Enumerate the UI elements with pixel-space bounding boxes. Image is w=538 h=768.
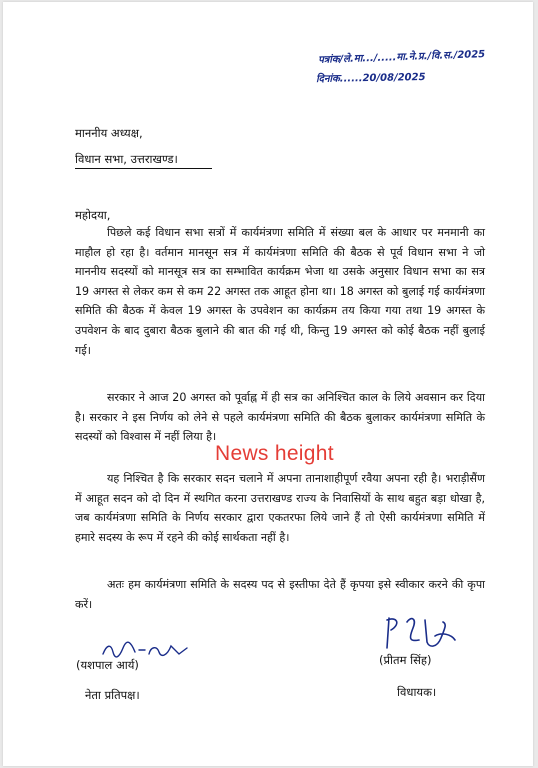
left-signature-icon	[101, 640, 191, 660]
right-signatory-name: (प्रीतम सिंह)	[379, 653, 432, 667]
left-signatory-name: (यशपाल आर्य)	[76, 658, 139, 672]
left-signatory-title: नेता प्रतिपक्ष।	[85, 688, 140, 702]
addressee-title: माननीय अध्यक्ष,	[75, 126, 143, 140]
addressee-office: विधान सभा, उत्तराखण्ड।	[75, 152, 178, 166]
body-paragraph-1: पिछले कई विधान सभा सत्रों में कार्यमंत्रणा समिति में संख्या बल के आधार पर मनमानी का माहौल हो रहा है। वर्तमान मानसून सत्र में कार्यमंत्रणा समिति की बैठक से पूर्व विधान सभा ने जो माननीय सदस्यों को मानसूत्र सत्र का सम्भावित कार्यक्रम भेजा था उसके अनुसार विधान सभा का सत्र 19 अगस्त से लेकर कम से कम 22 अगस्त तक आहूत होना था। 18 अगस्त को बुलाई गई कार्यमंत्रणा समिति की बैठक में केवल 19 अगस्त के उपवेशन का कार्यक्रम तय किया गया तथा 19 अगस्त के उपवेशन के बाद दुबारा बैठक बुलाने की बात की गई थी, किन्तु 19 अगस्त को कोई बैठक नहीं बुलाई गई।	[75, 226, 485, 357]
body-paragraph-3: यह निश्चित है कि सरकार सदन चलाने में अपना तानाशाहीपूर्ण रवैया अपना रही है। भराड़ीसैंण में आहूत सदन को दो दिन में स्थगित करना उत्तराखण्ड राज्य के निवासियों के साथ बहुत बड़ा धोखा है, जब कार्यमंत्रणा समिति के निर्णय सरकार द्वारा एकतरफा लिये जाने हैं तो ऐसी कार्यमंत्रणा समिति में हमारे सदस्य के रूप में रहने की कोई सार्थकता नहीं है।	[75, 472, 485, 544]
salutation: महोदया,	[75, 208, 111, 222]
right-signatory-title: विधायक।	[397, 685, 437, 699]
letter-sheet	[3, 2, 533, 766]
right-signature-icon	[381, 612, 461, 654]
news-watermark: News height	[215, 442, 334, 465]
reference-number: पत्रांक/ले.मा.../.....मा.ने.प्र./वि.स./2025	[317, 49, 486, 66]
addressee-underline	[75, 168, 212, 169]
reference-date: दिनांक......20/08/2025	[315, 72, 426, 85]
body-paragraph-4: अतः हम कार्यमंत्रणा समिति के सदस्य पद से इस्तीफा देते हैं कृपया इसे स्वीकार करने की कृपा करें।	[75, 578, 485, 611]
body-paragraph-2: सरकार ने आज 20 अगस्त को पूर्वाह्न में ही सत्र का अनिश्चित काल के लिये अवसान कर दिया है। सरकार ने इस निर्णय को लेने से पहले कार्यमंत्रणा समिति की बैठक बुलाकर कार्यमंत्रणा समिति के सदस्यों को विश्वास में नहीं लिया है।	[75, 391, 485, 444]
